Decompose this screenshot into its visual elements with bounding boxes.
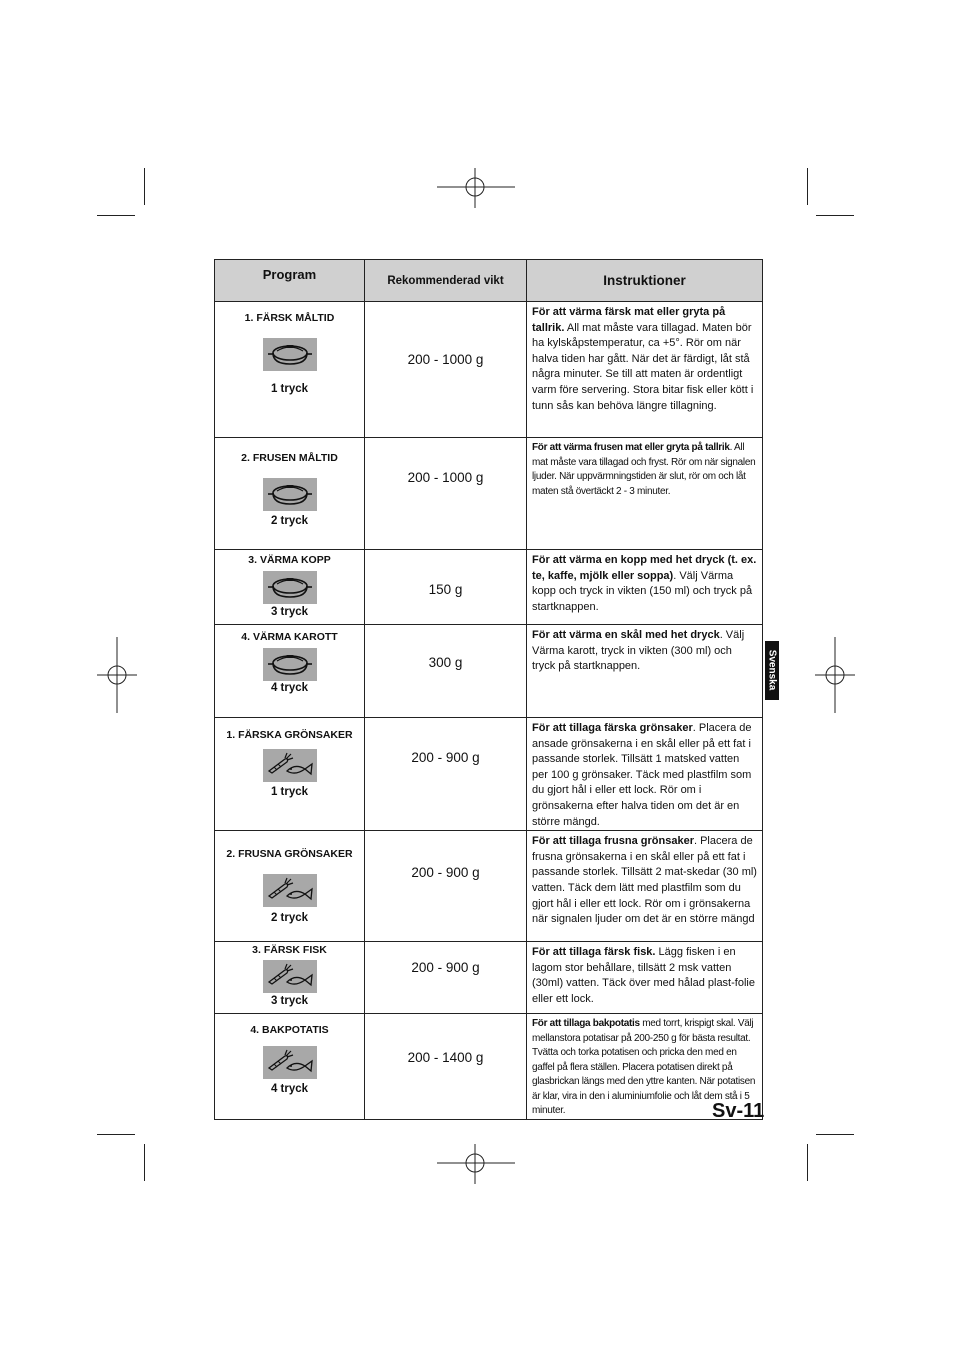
vegetable-fish-icon xyxy=(263,960,317,993)
instruction-lead: För att värma färsk mat eller gryta på tallrik. xyxy=(532,306,726,334)
press-count: 1 tryck xyxy=(270,786,309,798)
weight-value: 150 g xyxy=(428,582,463,597)
crop-mark xyxy=(816,215,854,216)
instruction-cell xyxy=(527,302,763,438)
language-tab-label: Svenska xyxy=(766,649,778,691)
press-count: 4 tryck xyxy=(270,682,309,694)
weight-value: 200 - 1000 g xyxy=(407,352,484,367)
instruction-text: . All mat måste vara tillagad och fryst. Rör om när signalen ljuder. När uppvärmningstiden är slut, rör om och låt maten stå övertäckt 2 - 3 minuter. xyxy=(532,442,756,497)
table-row xyxy=(215,1014,763,1120)
instruction-lead: För att tillaga bakpotatis xyxy=(532,1018,640,1030)
program-cell xyxy=(215,302,365,438)
press-count: 2 tryck xyxy=(270,515,309,527)
casserole-icon xyxy=(263,648,317,681)
weight-cell xyxy=(365,302,527,438)
weight-cell xyxy=(365,831,527,942)
page-number: Sv-11 xyxy=(712,1100,765,1122)
program-cell xyxy=(215,625,365,718)
casserole-icon xyxy=(263,571,317,604)
instruction-cell xyxy=(527,550,763,625)
crop-mark xyxy=(97,1134,135,1135)
instruction-text: Lägg fisken i en lagom stor behållare, tillsätt 2 msk vatten (30ml) vatten. Täck över med hålad plast-folie eller ett lock. xyxy=(532,946,755,1006)
registration-mark xyxy=(437,1144,515,1184)
instruction-text: med torrt, krispigt skal. Välj mellanstora potatisar på 200-250 g för bästa resultat. Tvätta och torka potatisen och pricka den med en gaffel på flera ställen. Placera potatisen direkt på glasbrickan längs med den yttre kanten. När potatisen är klar, vira in den i aluminiumfolie och låt dem stå i 5 minuter. xyxy=(532,1018,756,1117)
weight-cell xyxy=(365,942,527,1014)
instruction-cell xyxy=(527,438,763,550)
registration-mark xyxy=(437,168,515,208)
press-count: 2 tryck xyxy=(270,912,309,925)
press-count: 3 tryck xyxy=(270,995,309,1008)
instruction-text: . Välj Värma karott, tryck in vikten (300 ml) och tryck på startknappen. xyxy=(532,629,745,673)
registration-mark xyxy=(815,637,855,713)
instruction-text: . Placera de ansade grönsakerna i en skål eller på ett fat i passande storlek. Tillsätt 1 matsked vatten per 100 g grönsaker. Täck med plastfilm som du gjort hål i eller ett lock. Rör om i grönsakerna efter halva tiden om det är en större mängd. xyxy=(532,722,752,828)
instruction-lead: För att värma en kopp med het dryck (t. ex. te, kaffe, mjölk eller soppa) xyxy=(532,554,757,582)
program-title: 4. VÄRMA KAROTT xyxy=(241,631,338,643)
press-count: 4 tryck xyxy=(270,1083,309,1096)
program-cell xyxy=(215,718,365,831)
program-cell xyxy=(215,942,365,1014)
press-count: 1 tryck xyxy=(270,383,309,395)
header-program: Program xyxy=(215,260,365,302)
instruction-cell xyxy=(527,831,763,942)
weight-value: 300 g xyxy=(428,655,463,670)
table-row xyxy=(215,625,763,718)
weight-value: 200 - 900 g xyxy=(411,960,480,976)
weight-cell xyxy=(365,625,527,718)
table-row xyxy=(215,550,763,625)
header-weight: Rekommenderad vikt xyxy=(365,260,527,302)
program-cell xyxy=(215,1014,365,1120)
program-cell xyxy=(215,550,365,625)
program-title: 4. BAKPOTATIS xyxy=(250,1024,329,1037)
instruction-cell xyxy=(527,718,763,831)
weight-value: 200 - 900 g xyxy=(411,865,480,881)
crop-mark xyxy=(97,215,135,216)
vegetable-fish-icon xyxy=(263,874,317,907)
crop-mark xyxy=(816,1134,854,1135)
program-title: 1. FÄRSKA GRÖNSAKER xyxy=(226,729,353,741)
casserole-icon xyxy=(263,478,317,511)
program-title: 3. VÄRMA KOPP xyxy=(248,554,331,566)
weight-cell xyxy=(365,438,527,550)
instruction-cell xyxy=(527,625,763,718)
language-tab xyxy=(765,641,779,700)
instruction-lead: För att värma en skål med het dryck xyxy=(532,629,720,641)
instruction-cell xyxy=(527,942,763,1014)
program-title: 2. FRUSNA GRÖNSAKER xyxy=(226,848,353,861)
instruction-text: . Placera de frusna grönsakerna i en skål eller på ett fat i passande storlek. Tillsätt 2 mat-skedar (30 ml) vatten. Täck dem lätt med plastfilm som du gjort hål i eller ett lock. Rör om i grönsakerna när signalen ljuder om det är en större mängd xyxy=(532,835,757,926)
table-row xyxy=(215,302,763,438)
crop-mark xyxy=(144,168,145,205)
crop-mark xyxy=(807,1144,808,1181)
table-row xyxy=(215,831,763,942)
instruction-lead: För att tillaga färska grönsaker xyxy=(532,722,693,734)
program-title: 1. FÄRSK MÅLTID xyxy=(244,312,335,324)
table-row xyxy=(215,438,763,550)
vegetable-fish-icon xyxy=(263,749,317,782)
crop-mark xyxy=(144,1144,145,1181)
weight-cell xyxy=(365,718,527,831)
weight-value: 200 - 900 g xyxy=(411,750,480,765)
weight-cell xyxy=(365,1014,527,1120)
table-row xyxy=(215,942,763,1014)
instruction-lead: För att värma frusen mat eller gryta på tallrik xyxy=(532,442,730,453)
table-header-row xyxy=(215,260,763,302)
weight-value: 200 - 1400 g xyxy=(407,1050,484,1066)
casserole-icon xyxy=(263,338,317,371)
instruction-text: . Välj Värma kopp och tryck in vikten (150 ml) och tryck på startknappen. xyxy=(532,569,753,613)
registration-mark xyxy=(97,637,137,713)
press-count: 3 tryck xyxy=(270,606,309,618)
crop-mark xyxy=(807,168,808,205)
weight-cell xyxy=(365,550,527,625)
instruction-text: All mat måste vara tillagad. Maten bör ha kylskåpstemperatur, ca +5°. Rör om när halva tiden har gått. När det är färdigt, låt stå några minuter. Se till att maten är ordentligt varm före servering. Stora bitar fisk eller kött i tunn sås kan behöva längre tillagning. xyxy=(532,321,754,412)
header-instructions: Instruktioner xyxy=(527,260,763,302)
instruction-lead: För att tillaga färsk fisk. xyxy=(532,946,656,959)
program-cell xyxy=(215,438,365,550)
program-title: 2. FRUSEN MÅLTID xyxy=(241,452,338,464)
program-cell xyxy=(215,831,365,942)
table-row xyxy=(215,718,763,831)
program-table xyxy=(214,259,763,1120)
weight-value: 200 - 1000 g xyxy=(407,470,484,485)
instruction-lead: För att tillaga frusna grönsaker xyxy=(532,835,694,848)
vegetable-fish-icon xyxy=(263,1046,317,1079)
program-title: 3. FÄRSK FISK xyxy=(252,944,327,957)
